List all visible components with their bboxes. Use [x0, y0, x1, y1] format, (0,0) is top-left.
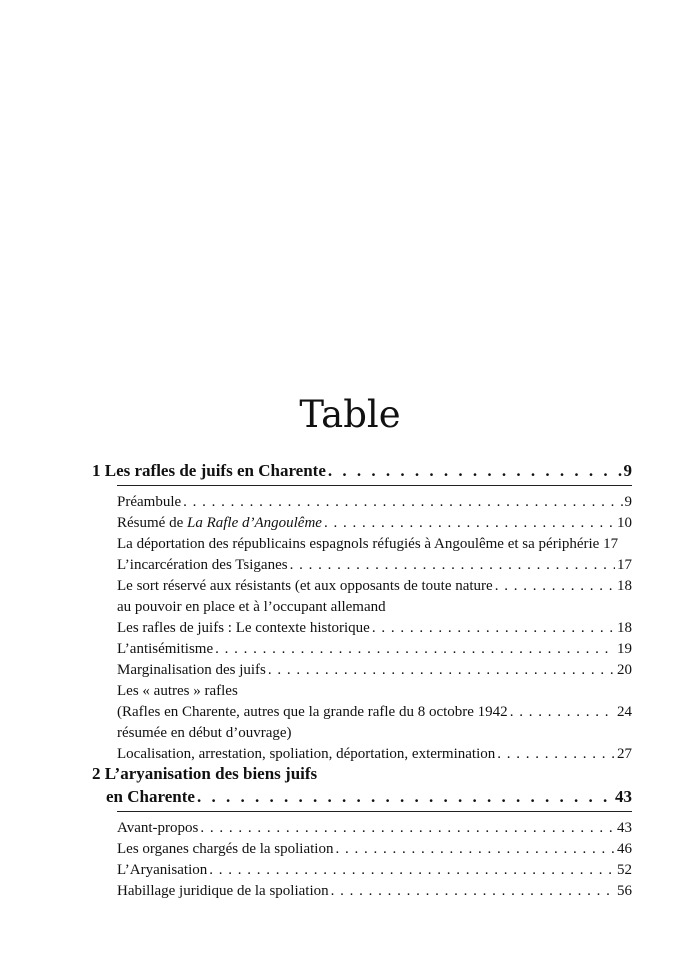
leader-dots — [197, 785, 613, 808]
chapter-heading[interactable] — [92, 459, 632, 482]
leader-dots — [495, 576, 615, 597]
entry-label: L’incarcération des Tsiganes — [117, 557, 288, 573]
divider — [117, 485, 632, 486]
toc-entry[interactable] — [92, 818, 632, 839]
page-number: 24 — [617, 704, 632, 720]
page-number: 9 — [623, 461, 632, 480]
page-number: 9 — [624, 494, 632, 510]
entry-label: Habillage juridique de la spoliation — [117, 883, 329, 899]
leader-dots — [268, 660, 615, 681]
leader-dots — [328, 459, 622, 482]
chapter-number: 1 — [92, 461, 101, 480]
toc-entry[interactable] — [92, 660, 632, 681]
chapter-title: L’aryanisation des biens juifs — [104, 764, 318, 783]
entry-label: Préambule — [117, 494, 182, 510]
chapter-heading[interactable] — [92, 762, 632, 785]
toc-entry[interactable] — [92, 555, 632, 576]
toc-entry[interactable] — [92, 881, 632, 902]
toc-entry-continuation — [92, 723, 632, 744]
entry-label: au pouvoir en place et à l’occupant allemand — [117, 599, 386, 615]
toc-chapter-2 — [92, 762, 632, 902]
toc-entry[interactable] — [92, 839, 632, 860]
page-number: 20 — [617, 662, 632, 678]
leader-dots — [200, 818, 615, 839]
page-number: 56 — [617, 883, 632, 899]
page-title: Table — [299, 392, 401, 436]
chapter-heading-continuation[interactable] — [92, 785, 632, 808]
toc-entry[interactable] — [92, 860, 632, 881]
toc-entry[interactable] — [92, 576, 632, 597]
entry-label: L’antisémitisme — [117, 641, 214, 657]
leader-dots — [324, 513, 615, 534]
page-number: 52 — [617, 862, 632, 878]
toc-entry[interactable] — [92, 534, 632, 555]
page-number: 17 — [603, 536, 619, 552]
toc-entry[interactable] — [92, 639, 632, 660]
entry-label: Résumé de La Rafle d’Angoulême — [117, 515, 322, 531]
leader-dots — [290, 555, 615, 576]
leader-dots — [183, 492, 622, 513]
entry-label: (Rafles en Charente, autres que la grande rafle du 8 octobre 1942 — [117, 704, 508, 720]
leader-dots — [372, 618, 615, 639]
chapter-title: Les rafles de juifs en Charente — [104, 461, 326, 480]
page-number: 10 — [617, 515, 632, 531]
toc-entry[interactable] — [92, 492, 632, 513]
leader-dots — [510, 702, 615, 723]
toc-chapter-1 — [92, 459, 632, 765]
entry-label: Les rafles de juifs : Le contexte historique — [117, 620, 370, 636]
entry-label: Les « autres » rafles — [117, 683, 238, 699]
page-number: 17 — [617, 557, 632, 573]
toc-entry[interactable] — [92, 618, 632, 639]
toc-entry[interactable] — [92, 681, 632, 702]
toc-entry-continuation — [92, 597, 632, 618]
page-number: 46 — [617, 841, 632, 857]
leader-dots — [209, 860, 615, 881]
page-number: 18 — [617, 620, 632, 636]
entry-label: Avant-propos — [117, 820, 199, 836]
page-number: 19 — [617, 641, 632, 657]
leader-dots — [331, 881, 615, 902]
page-number: 27 — [617, 746, 632, 762]
entry-label: Les organes chargés de la spoliation — [117, 841, 334, 857]
entry-label: résumée en début d’ouvrage) — [117, 725, 292, 741]
chapter-title: en Charente — [106, 787, 195, 806]
entry-label: Marginalisation des juifs — [117, 662, 266, 678]
leader-dots — [215, 639, 615, 660]
chapter-number: 2 — [92, 764, 101, 783]
entry-label: L’Aryanisation — [117, 862, 208, 878]
page-number: 43 — [617, 820, 632, 836]
toc-entry[interactable] — [92, 513, 632, 534]
toc-entry-continuation — [92, 702, 632, 723]
entry-label: La déportation des républicains espagnols réfugiés à Angoulême et sa périphérie — [117, 536, 600, 552]
page-number: 18 — [617, 578, 632, 594]
page-number: 43 — [615, 787, 632, 806]
divider — [117, 811, 632, 812]
entry-label: Le sort réservé aux résistants (et aux opposants de toute nature — [117, 578, 493, 594]
entry-label: Localisation, arrestation, spoliation, déportation, extermination — [117, 746, 496, 762]
leader-dots — [335, 839, 615, 860]
book-title: La Rafle d’Angoulême — [186, 515, 322, 531]
